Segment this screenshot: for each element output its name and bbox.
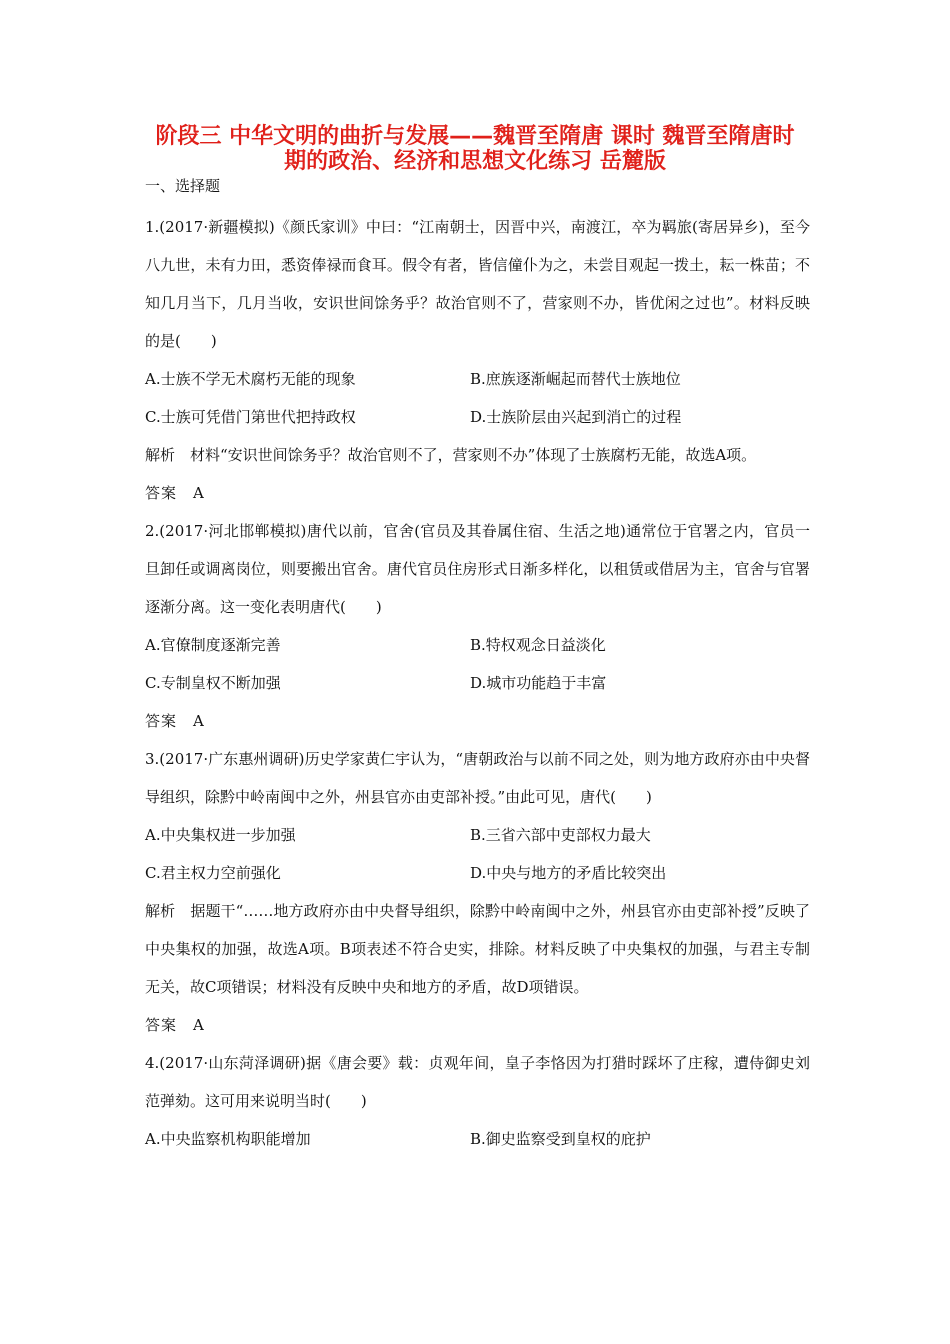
option-d: D.城市功能趋于丰富	[470, 674, 607, 692]
title-line-1: 阶段三 中华文明的曲折与发展——魏晋至隋唐 课时 魏晋至隋唐时	[155, 124, 795, 149]
option-row	[145, 816, 810, 854]
option-a: A.中央监察机构职能增加	[145, 1130, 311, 1148]
answer: 答案 A	[145, 1016, 205, 1034]
option-a: A.官僚制度逐渐完善	[145, 636, 281, 654]
document-title	[120, 124, 830, 174]
question-stem: 1.(2017·新疆模拟)《颜氏家训》中曰：“江南朝士，因晋中兴，南渡江，卒为羁旅(寄居异乡)，至今八九世，未有力田，悉资俸禄而食耳。假令有者，皆信僮仆为之，未尝目观起一拨土，耘一株苗；不知几月当下，几月当收，安识世间馀务乎？故治官则不了，营家则不办，皆优闲之过也”。材料反映的是( )	[145, 218, 810, 350]
option-c: C.君主权力空前强化	[145, 864, 281, 882]
option-row	[145, 664, 810, 702]
option-a: A.中央集权进一步加强	[145, 826, 296, 844]
question-stem: 2.(2017·河北邯郸模拟)唐代以前，官舍(官员及其眷属住宿、生活之地)通常位于官署之内，官员一旦卸任或调离岗位，则要搬出官舍。唐代官员住房形式日渐多样化，以租赁或借居为主，官舍与官署逐渐分离。这一变化表明唐代( )	[145, 522, 810, 616]
title-line-2: 期的政治、经济和思想文化练习 岳麓版	[284, 149, 666, 174]
option-c: C.士族可凭借门第世代把持政权	[145, 408, 356, 426]
option-d: D.士族阶层由兴起到消亡的过程	[470, 408, 682, 426]
section-heading: 一、选择题	[145, 177, 221, 195]
option-b: B.庶族逐渐崛起而替代士族地位	[470, 370, 681, 388]
question-4	[145, 1044, 810, 1158]
option-row	[145, 398, 810, 436]
option-row	[145, 1120, 810, 1158]
option-b: B.三省六部中吏部权力最大	[470, 826, 651, 844]
analysis: 解析 材料“安识世间馀务乎？故治官则不了，营家则不办”体现了士族腐朽无能，故选A项。	[145, 446, 757, 464]
option-d: D.中央与地方的矛盾比较突出	[470, 864, 667, 882]
option-c: C.专制皇权不断加强	[145, 674, 281, 692]
option-a: A.士族不学无术腐朽无能的现象	[145, 370, 356, 388]
question-2	[145, 512, 810, 740]
question-3	[145, 740, 810, 1044]
question-list	[145, 208, 810, 1158]
question-stem: 4.(2017·山东菏泽调研)据《唐会要》载：贞观年间，皇子李恪因为打猎时踩坏了庄稼，遭侍御史刘范弹劾。这可用来说明当时( )	[145, 1054, 810, 1110]
option-row	[145, 854, 810, 892]
analysis: 解析 据题干“……地方政府亦由中央督导组织，除黔中岭南闽中之外，州县官亦由吏部补授”反映了中央集权的加强，故选A项。B项表述不符合史实，排除。材料反映了中央集权的加强，与君主专制无关，故C项错误；材料没有反映中央和地方的矛盾，故D项错误。	[145, 902, 810, 996]
question-1	[145, 208, 810, 512]
question-stem: 3.(2017·广东惠州调研)历史学家黄仁宇认为，“唐朝政治与以前不同之处，则为地方政府亦由中央督导组织，除黔中岭南闽中之外，州县官亦由吏部补授。”由此可见，唐代( )	[145, 750, 810, 806]
option-b: B.御史监察受到皇权的庇护	[470, 1130, 651, 1148]
answer: 答案 A	[145, 712, 205, 730]
option-b: B.特权观念日益淡化	[470, 636, 606, 654]
option-row	[145, 360, 810, 398]
answer: 答案 A	[145, 484, 205, 502]
option-row	[145, 626, 810, 664]
